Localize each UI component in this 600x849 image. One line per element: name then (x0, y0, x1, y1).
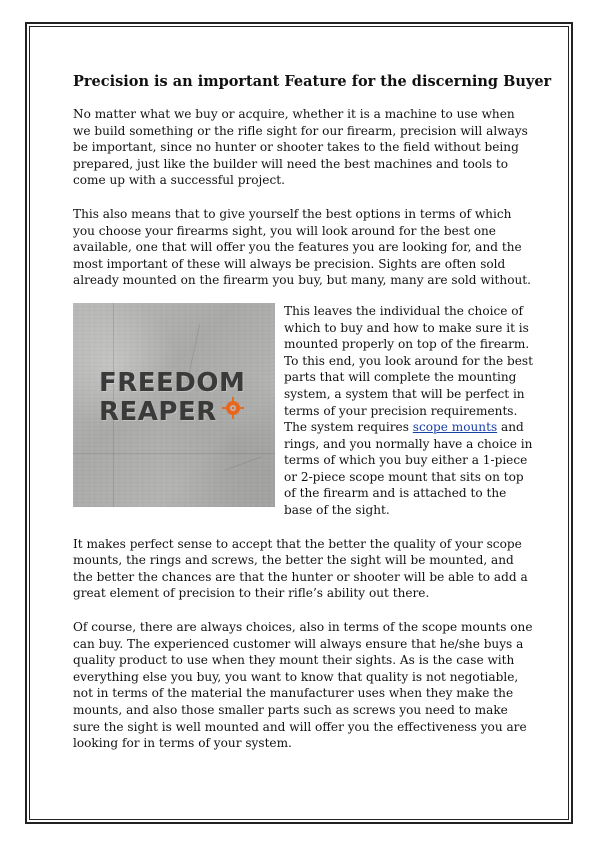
paragraph-1: No matter what we buy or acquire, whether it is a machine to use when we build something or the rifle sight for our firearm, precision will always be important, since no hunter or shooter takes to the field without being prepared, just like the builder will need the best machines and tools to come up with a successful project. (73, 107, 528, 188)
article (73, 72, 552, 769)
scope-mounts-link[interactable]: scope mounts (412, 420, 498, 435)
logo-text-freedom: FREEDOM (99, 367, 246, 398)
paragraph-3-block (73, 303, 533, 519)
paragraph-5: Of course, there are always choices, also in terms of the scope mounts one can buy. The experienced customer will always ensure that he/she buys a quality product to use when they mount their sights. As is the case with everything else you buy, you want to know that quality is not negotiable, not in terms of the material the manufacturer uses when they make the mounts, and also those smaller parts such as screws you need to make sure the sight is well mounted and will offer you the effectiveness you are looking for in terms of your system. (73, 620, 533, 751)
freedom-reaper-logo-image (73, 303, 275, 507)
paragraph-3-text-b: and rings, and you normally have a choice in terms of which you buy either a 1-piece or 2-piece scope mount that sits on top of the firearm and is attached to the base of the sight. (284, 420, 533, 518)
article-title: Precision is an important Feature for the discerning Buyer (73, 73, 552, 90)
paragraph-3-text-a: This leaves the individual the choice of which to buy and how to make sure it is mounted properly on top of the firearm. To this end, you look around for the best parts that will complete the mounting system, a system that will be perfect in terms of your precision requirements. The system requires (284, 303, 533, 435)
crosshair-reticle-icon (222, 397, 244, 419)
paragraph-2: This also means that to give yourself the best options in terms of which you choose your firearms sight, you will look around for the best one available, one that will offer you the features you are looking for, and the most important of these will always be precision. Sights are often sold already mounted on the firearm you buy, but many, many are sold without. (73, 206, 531, 288)
logo-text-reaper: REAPER (99, 396, 217, 427)
paragraph-4: It makes perfect sense to accept that the better the quality of your scope mounts, the rings and screws, the better the sight will be mounted, and the better the chances are that the hunter or shooter will be able to add a great element of precision to their rifle’s ability out there. (73, 536, 528, 601)
